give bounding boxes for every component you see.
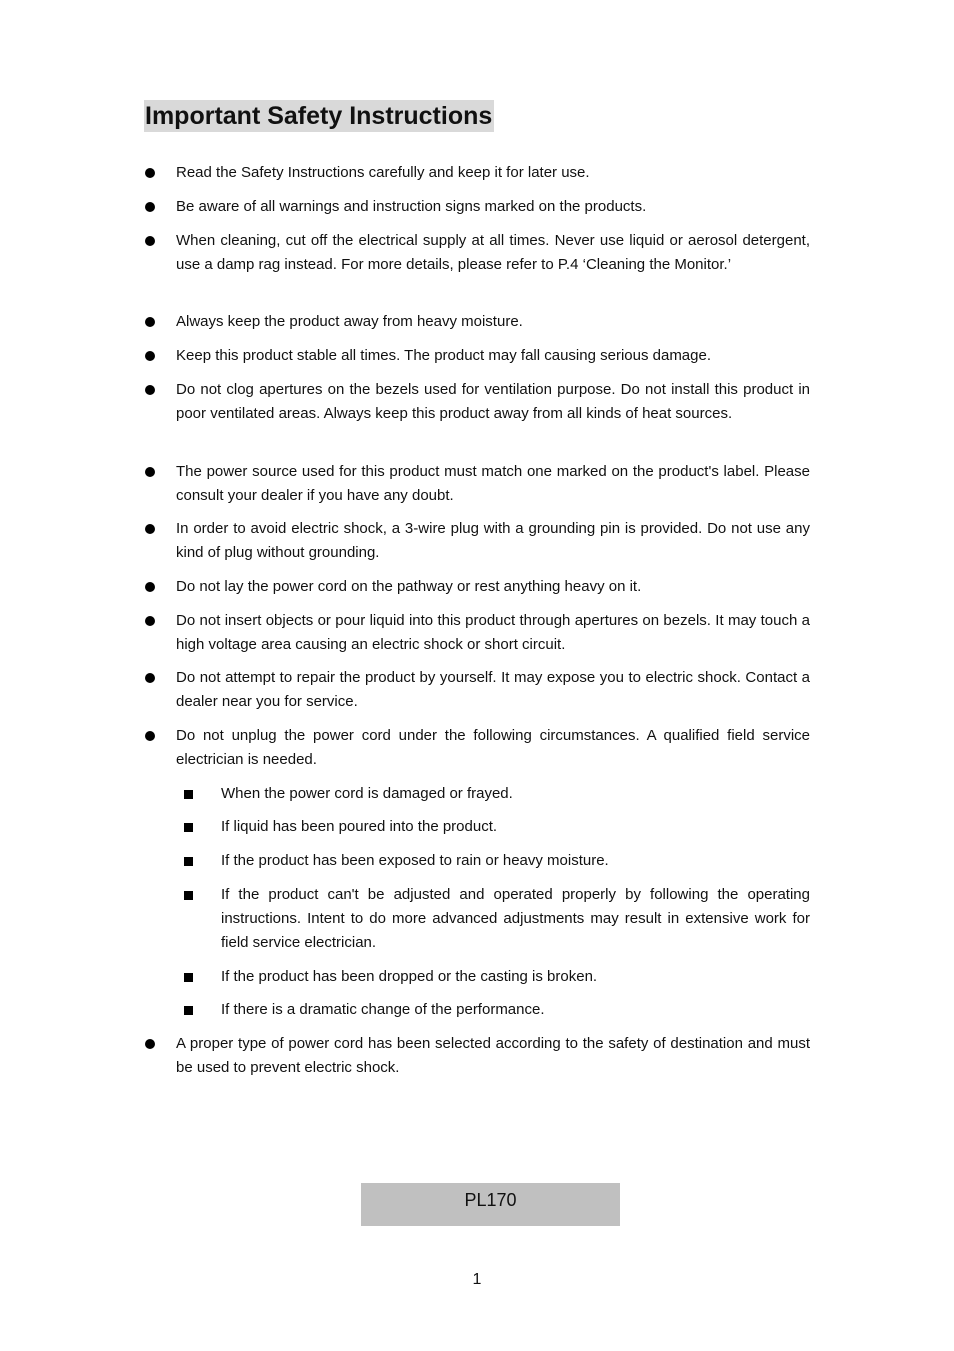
bullet-icon <box>144 1032 158 1056</box>
bullet-icon <box>144 344 158 368</box>
bullet-icon <box>144 724 158 748</box>
list-item <box>144 666 810 714</box>
list-item <box>144 724 810 772</box>
list-item-text: The power source used for this product must match one marked on the product's label. Please consult your dealer if you have any doubt. <box>176 463 810 504</box>
page-title: Important Safety Instructions <box>145 102 493 130</box>
square-bullet-icon <box>184 815 198 839</box>
list-item-text: When cleaning, cut off the electrical supply at all times. Never use liquid or aerosol detergent, use a damp rag instead. For more details, please refer to P.4 ‘Cleaning the Monitor.’ <box>176 232 810 273</box>
list-item-text: Do not insert objects or pour liquid into this product through apertures on bezels. It may touch a high voltage area causing an electric shock or short circuit. <box>176 612 810 653</box>
list-item <box>144 229 810 277</box>
list-item-text: Be aware of all warnings and instruction signs marked on the products. <box>176 198 647 215</box>
square-bullet-icon <box>184 782 198 806</box>
sub-list-item-text: If the product can't be adjusted and operated properly by following the operating instructions. Intent to do more advanced adjustments may result in extensive work for field service electrician. <box>221 886 810 951</box>
sub-list-item-text: If there is a dramatic change of the performance. <box>221 1001 545 1018</box>
square-bullet-icon <box>184 998 198 1022</box>
square-bullet-icon <box>184 849 198 873</box>
model-label: PL170 <box>464 1190 517 1210</box>
bullet-icon <box>144 229 158 253</box>
bullet-icon <box>144 460 158 484</box>
sub-list-item <box>184 782 810 806</box>
list-item <box>144 344 810 368</box>
sub-list-item-text: If the product has been exposed to rain or heavy moisture. <box>221 852 609 869</box>
sub-list-item <box>184 815 810 839</box>
list-item-text: In order to avoid electric shock, a 3-wire plug with a grounding pin is provided. Do not use any kind of plug without grounding. <box>176 520 810 561</box>
bullet-icon <box>144 378 158 402</box>
list-item <box>144 310 810 334</box>
sub-list-item <box>184 965 810 989</box>
page-number: 1 <box>472 1271 482 1288</box>
list-item-text: Do not unplug the power cord under the following circumstances. A qualified field service electrician is needed. <box>176 727 810 768</box>
list-item-text: Read the Safety Instructions carefully and keep it for later use. <box>176 164 590 181</box>
sub-list-item <box>184 998 810 1022</box>
sub-list-item-text: If the product has been dropped or the casting is broken. <box>221 968 598 985</box>
model-footer-box <box>361 1183 620 1226</box>
list-item-text: Do not lay the power cord on the pathway or rest anything heavy on it. <box>176 578 642 595</box>
list-item-text: A proper type of power cord has been selected according to the safety of destination and must be used to prevent electric shock. <box>176 1035 810 1076</box>
list-item <box>144 517 810 565</box>
list-item-text: Keep this product stable all times. The product may fall causing serious damage. <box>176 347 712 364</box>
list-item <box>144 1032 810 1080</box>
list-item <box>144 161 810 185</box>
square-bullet-icon <box>184 883 198 907</box>
bullet-icon <box>144 517 158 541</box>
list-item-text: Do not clog apertures on the bezels used for ventilation purpose. Do not install this product in poor ventilated areas. Always keep this product away from all kinds of heat sources. <box>176 381 810 422</box>
sub-list-item <box>184 849 810 873</box>
list-item-text: Always keep the product away from heavy moisture. <box>176 313 523 330</box>
sub-list-item <box>184 883 810 955</box>
list-item-text: Do not attempt to repair the product by yourself. It may expose you to electric shock. Contact a dealer near you for service. <box>176 669 810 710</box>
bullet-icon <box>144 161 158 185</box>
list-item <box>144 609 810 657</box>
list-item <box>144 575 810 599</box>
square-bullet-icon <box>184 965 198 989</box>
list-item <box>144 460 810 508</box>
list-item <box>144 195 810 219</box>
bullet-icon <box>144 195 158 219</box>
sub-list-item-text: When the power cord is damaged or frayed. <box>221 785 513 802</box>
bullet-icon <box>144 666 158 690</box>
list-item <box>144 378 810 426</box>
bullet-icon <box>144 609 158 633</box>
sub-list-item-text: If liquid has been poured into the product. <box>221 818 498 835</box>
bullet-icon <box>144 310 158 334</box>
bullet-icon <box>144 575 158 599</box>
